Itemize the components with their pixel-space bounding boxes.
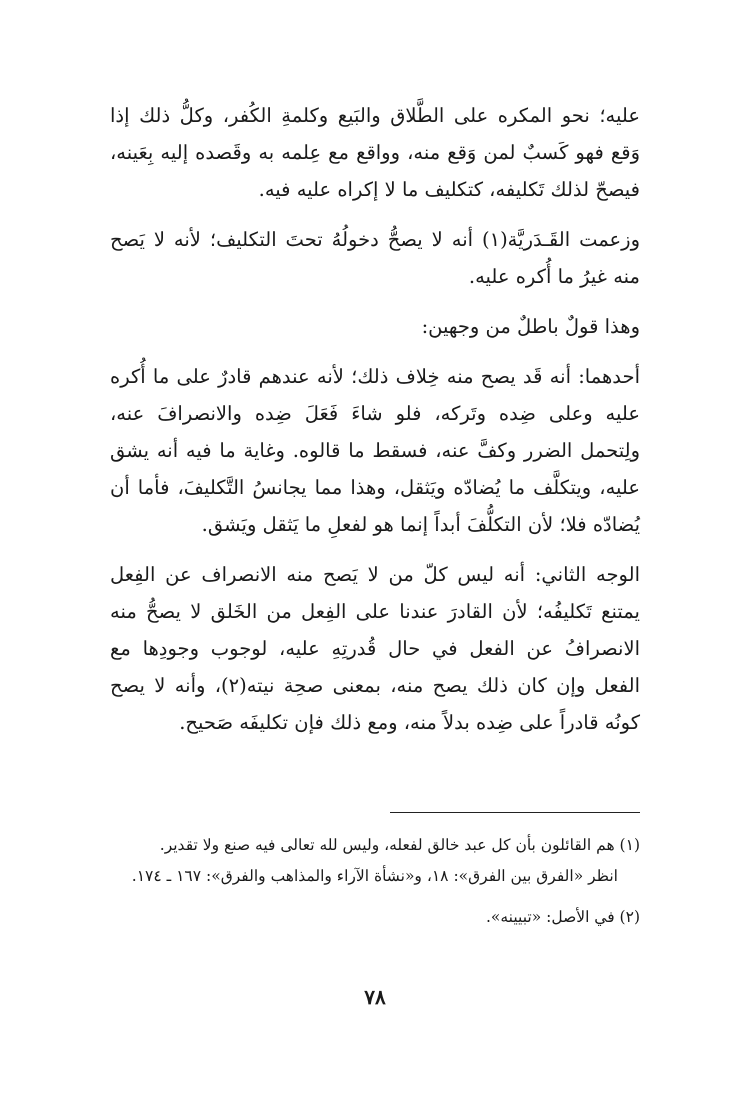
footnote-1-reference: انظر «الفرق بين الفرق»: ١٨، و«نشأة الآراء والمذاهب والفرق»: ١٦٧ ـ ١٧٤. <box>131 867 618 885</box>
paragraph-5: الوجه الثاني: أنه ليس كلّ من لا يَصح منه الانصراف عن الفِعل يمتنع تَكليفُه؛ لأن القادرَ عندنا على الفِعل من الخَلق لا يصحُّ منه الانصرافُ عن الفعل في حال قُدرتِهِ عليه، لوجوب وجودِها مع الفعل وإن كان ذلك يصح منه، بمعنى صحِة نيته(٢)، وأنه لا يصح كونُه قادراً على ضِده بدلاً منه، ومع ذلك فإن تكليفَه صَحيح. <box>110 563 640 734</box>
paragraph-1: عليه؛ نحو المكره على الطَّلاق والبَيع وكلمةِ الكُفر، وكلُّ ذلك إذا وَقع فهو كَسبٌ لمن وَقع منه، وواقع مع عِلمه به وقَصده إليه بِعَينه، فيصحّ لذلك تَكليفه، كتكليف ما لا إكراه عليه فيه. <box>110 104 640 201</box>
paragraph-2: وزعمت القَـدَريَّة(١) أنه لا يصحُّ دخولُهُ تحتَ التكليف؛ لأنه لا يَصح منه غيرُ ما أُكره عليه. <box>110 228 640 288</box>
main-text <box>110 97 640 754</box>
footnotes <box>110 830 640 943</box>
footnote-1: (١) هم القائلون بأن كل عبد خالق لفعله، وليس لله تعالى فيه صنع ولا تقدير. <box>159 836 640 854</box>
footnote-2: (٢) في الأصل: «تبيينه». <box>485 908 640 926</box>
page-number: ٧٨ <box>364 985 386 1009</box>
paragraph-4: أحدهما: أنه قَد يصح منه خِلاف ذلك؛ لأنه عندهم قادرٌ على ما أُكره عليه وعلى ضِده وتَركه، فلو شاءَ فَعَلَ ضِده والانصرافَ عنه، ولِتحمل الضرر وكفَّ عنه، فسقط ما قالوه. وغاية ما فيه أنه يشق عليه، ويتكلَّف ما يُضادّه ويَثقل، وهذا مما يجانسُ التَّكليفَ، فأما أن يُضادّه فلا؛ لأن التكلُّفَ أبداً إنما هو لفعلِ ما يَثقل ويَشق. <box>110 365 640 536</box>
footnote-separator <box>390 812 640 813</box>
paragraph-3: وهذا قولٌ باطلٌ من وجهين: <box>421 315 640 338</box>
